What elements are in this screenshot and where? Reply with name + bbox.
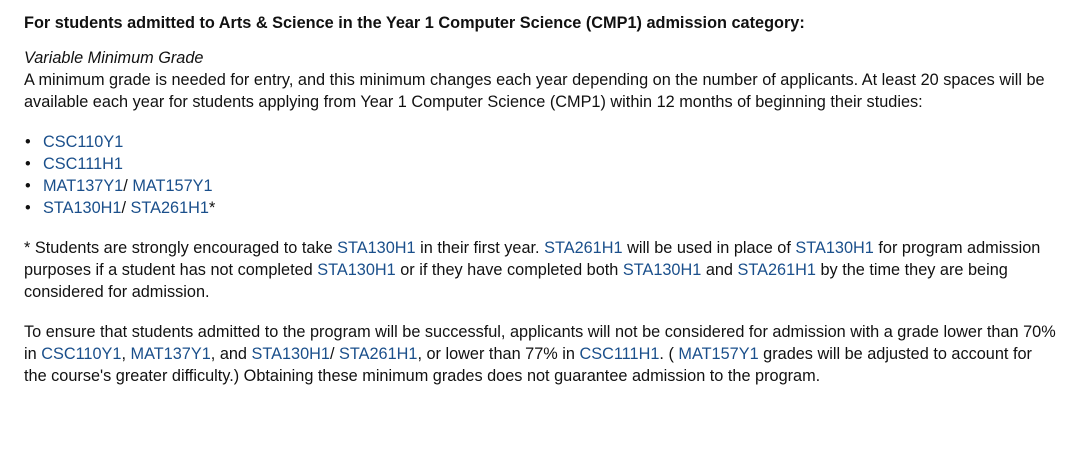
bullet: •: [25, 133, 31, 151]
text: by the time they are being considered for admission.: [24, 261, 1008, 301]
text: , and: [210, 345, 252, 363]
list-item: [24, 153, 1058, 175]
text: /: [329, 345, 340, 363]
course-link-sta261h1[interactable]: STA261H1: [544, 239, 623, 257]
slash-separator: /: [123, 177, 133, 195]
text: will be used in place of: [622, 239, 796, 257]
asterisk: *: [208, 199, 216, 217]
course-link-sta261h1[interactable]: STA261H1: [737, 261, 816, 279]
text: grades will be adjusted to account for the course's greater difficulty.) Obtaining these minimum grades does not guarantee admission to the program.: [24, 345, 1032, 385]
list-item: [24, 197, 1058, 219]
course-link-csc110y1[interactable]: CSC110Y1: [41, 345, 122, 363]
text: , or lower than 77% in: [417, 345, 580, 363]
list-item: [24, 131, 1058, 153]
text: for program admission purposes if a student has not completed: [24, 239, 1041, 279]
required-courses-list: [24, 131, 1058, 219]
text: ,: [121, 345, 131, 363]
footnote-paragraph: [24, 237, 1058, 303]
course-link-sta130h1[interactable]: STA130H1: [622, 261, 702, 279]
course-link-sta261h1[interactable]: STA261H1: [130, 199, 209, 217]
text: * Students are strongly encouraged to take: [24, 239, 338, 257]
course-link-mat137y1[interactable]: MAT137Y1: [130, 345, 211, 363]
minimum-grades-paragraph: [24, 321, 1058, 387]
text: . (: [659, 345, 679, 363]
course-link-csc110y1[interactable]: CSC110Y1: [43, 133, 124, 151]
course-link-sta130h1[interactable]: STA130H1: [795, 239, 874, 257]
variable-minimum-block: [24, 47, 1058, 113]
course-link-sta130h1[interactable]: STA130H1: [317, 261, 396, 279]
course-link-csc111h1[interactable]: CSC111H1: [43, 155, 123, 173]
course-link-mat157y1[interactable]: MAT157Y1: [678, 345, 759, 363]
list-item: [24, 175, 1058, 197]
course-link-csc111h1[interactable]: CSC111H1: [579, 345, 660, 363]
text: To ensure that students admitted to the program will be successful, applicants will not be considered for admission with a grade lower than 70% in: [24, 323, 1056, 363]
section-heading: For students admitted to Arts & Science in the Year 1 Computer Science (CMP1) admission category:: [24, 14, 805, 32]
bullet: •: [25, 177, 31, 195]
course-link-sta130h1[interactable]: STA130H1: [43, 199, 122, 217]
course-link-sta130h1[interactable]: STA130H1: [337, 239, 416, 257]
text: or if they have completed both: [395, 261, 623, 279]
text: in their first year.: [415, 239, 545, 257]
bullet: •: [25, 199, 31, 217]
intro-paragraph: A minimum grade is needed for entry, and this minimum changes each year depending on the number of applicants. At least 20 spaces will be available each year for students applying from Year 1 Computer Science (CMP1) within 12 months of beginning their studies:: [24, 71, 1045, 111]
subheading: Variable Minimum Grade: [24, 49, 204, 67]
course-link-sta261h1[interactable]: STA261H1: [339, 345, 418, 363]
course-link-mat157y1[interactable]: MAT157Y1: [132, 177, 213, 195]
course-link-mat137y1[interactable]: MAT137Y1: [43, 177, 124, 195]
course-link-sta130h1[interactable]: STA130H1: [251, 345, 330, 363]
text: and: [701, 261, 738, 279]
bullet: •: [25, 155, 31, 173]
slash-separator: /: [121, 199, 131, 217]
